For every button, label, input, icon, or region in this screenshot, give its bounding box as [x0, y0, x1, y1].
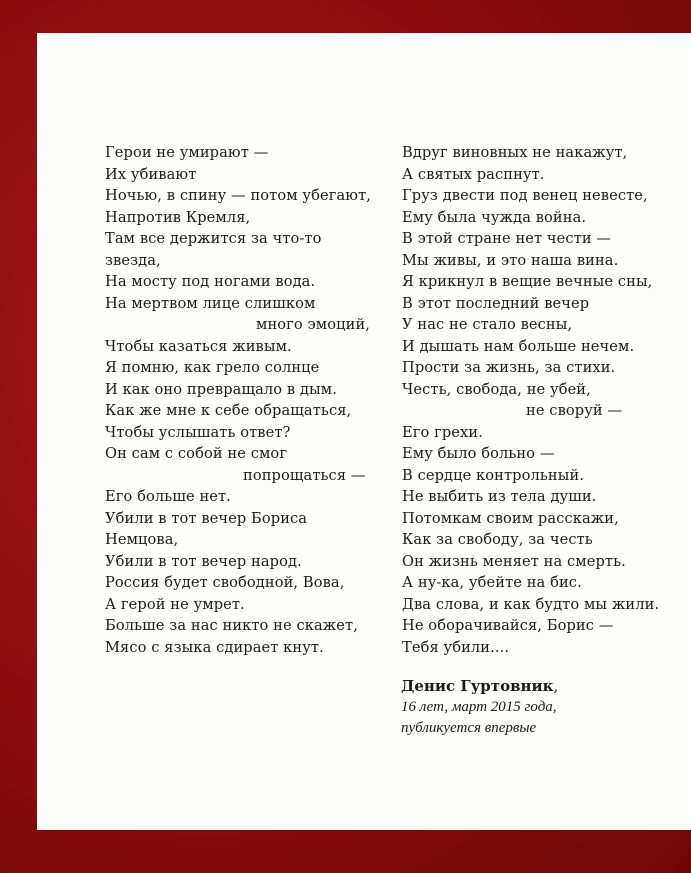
- poem-line: Ему была чужда война.: [402, 208, 587, 226]
- poem-line: Чтобы услышать ответ?: [105, 423, 291, 441]
- author-name: Денис Гуртовник: [401, 677, 554, 695]
- poem-line: Россия будет свободной, Вова,: [105, 574, 345, 591]
- poem-line: Как за свободу, за честь: [402, 531, 593, 548]
- poem-line: Убили в тот вечер народ.: [105, 552, 302, 570]
- poem-line: Не оборачивайся, Борис —: [402, 617, 614, 634]
- poem-line: Его грехи.: [402, 423, 483, 441]
- poem-line: У нас не стало весны,: [402, 316, 573, 333]
- poem-line: Мы живы, и это наша вина.: [402, 251, 619, 269]
- poem-line: Больше за нас никто не скажет,: [105, 617, 358, 634]
- poem-line: много эмоций,: [256, 316, 371, 333]
- signature-block: [401, 676, 558, 739]
- poem-line: На мосту под ногами вода.: [105, 273, 316, 290]
- poem-line: звезда,: [105, 251, 161, 269]
- poem-line: На мертвом лице слишком: [105, 294, 316, 312]
- poem-line: И как оно превращало в дым.: [105, 380, 337, 398]
- poem-line: Там все держится за что-то: [105, 230, 322, 247]
- poem-line: Не выбить из тела души.: [402, 488, 597, 505]
- author-line: [401, 676, 558, 697]
- poem-line: Напротив Кремля,: [105, 208, 251, 226]
- poem-line: Как же мне к себе обращаться,: [105, 402, 352, 419]
- poem-line: А ну-ка, убейте на бис.: [402, 574, 582, 591]
- poem-line: Мясо с языка сдирает кнут.: [105, 638, 324, 656]
- poem-line: А герой не умрет.: [105, 595, 245, 613]
- poem-line: А святых распнут.: [402, 165, 545, 183]
- poem-line: Ночью, в спину — потом убегают,: [105, 187, 371, 204]
- publication-note: публикуется впервые: [401, 720, 537, 736]
- poem-line: Ему было больно —: [402, 445, 555, 462]
- poem-line: Честь, свобода, не убей,: [402, 380, 591, 398]
- poem-line: В сердце контрольный.: [402, 466, 585, 484]
- poem-line: В этот последний вечер: [402, 294, 590, 312]
- poem-line: Я помню, как грело солнце: [105, 359, 320, 376]
- poem-line: Их убивают: [105, 165, 197, 183]
- poem-line: И дышать нам больше нечем.: [402, 337, 635, 355]
- poem-line: Потомкам своим расскажи,: [402, 509, 619, 527]
- poem-line: Он жизнь меняет на смерть.: [402, 552, 626, 570]
- poem-line: Его больше нет.: [105, 488, 231, 505]
- poem-line: Немцова,: [105, 531, 179, 548]
- poem-line: Вдруг виновных не накажут,: [402, 144, 628, 161]
- poem-line: Прости за жизнь, за стихи.: [402, 359, 616, 376]
- author-age-date: 16 лет, март 2015 года,: [401, 699, 557, 715]
- poem-line: не своруй —: [526, 402, 623, 419]
- poem-line: Чтобы казаться живым.: [105, 337, 292, 355]
- poem-right-column: [402, 142, 659, 658]
- poem-line: В этой стране нет чести —: [402, 230, 612, 247]
- poem-line: Я крикнул в вещие вечные сны,: [402, 273, 653, 290]
- poem-left-column: [105, 142, 371, 658]
- author-comma: ,: [553, 677, 559, 695]
- poem-line: Груз двести под венец невесте,: [402, 187, 648, 204]
- poem-line: Убили в тот вечер Бориса: [105, 509, 308, 527]
- poem-line: Два слова, и как будто мы жили.: [402, 595, 660, 613]
- poem-line: Он сам с собой не смог: [105, 445, 288, 462]
- poem-line: Герои не умирают —: [105, 144, 269, 161]
- poem-line: попрощаться —: [243, 466, 366, 484]
- poem-line: Тебя убили....: [402, 638, 510, 656]
